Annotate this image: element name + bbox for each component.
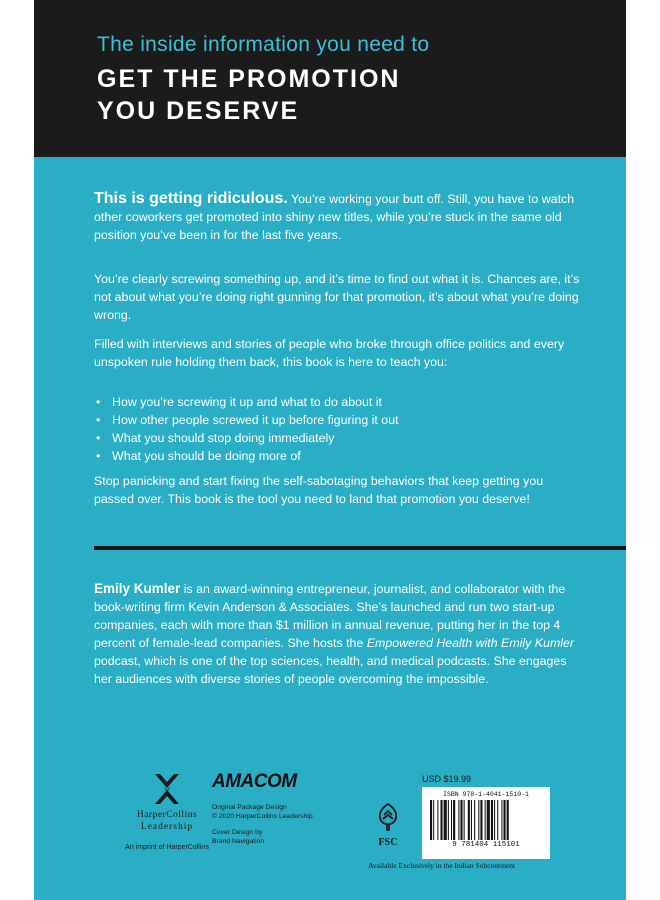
- author-name: Emily Kumler: [94, 581, 181, 596]
- barcode-bar: [448, 800, 449, 840]
- blurb-paragraph-1: [94, 190, 584, 244]
- barcode-bar: [504, 800, 506, 840]
- bio-text-a: is an award-winning entrepreneur, journalist, and collaborator with the book-writing firm Kevin Anderson & Associates. She’s launched and run two start-up companies, each with more than $1 million in annual revenue, putting her in the top 4 percent of female-lead companies. She hosts the: [94, 582, 566, 650]
- barcode-bar: [453, 800, 455, 840]
- blurb-paragraph-3: Filled with interviews and stories of people who broke through office politics and every unspoken rule holding them back, this book is here to teach you:: [94, 337, 565, 369]
- blurb-p1-text: You’re working your butt off. Still, you have to watch other coworkers get promoted into shiny new titles, while you’re stuck in the same old position you’ve been in for the last five years.: [94, 192, 575, 242]
- blurb-paragraph-4: Stop panicking and start fixing the self-sabotaging behaviors that keep getting you passed over. This book is the tool you need to land that promotion you deserve!: [94, 474, 544, 506]
- list-item: • How other people screwed it up before figuring it out: [94, 411, 584, 429]
- amacom-logo: AMACOM: [212, 771, 297, 792]
- headline-line-2: YOU DESERVE: [97, 97, 300, 125]
- hc-leadership: Leadership: [140, 822, 194, 832]
- benefit-list: [94, 393, 584, 465]
- barcode: [422, 787, 550, 859]
- barcode-bar: [494, 800, 495, 840]
- barcode-bar: [491, 800, 493, 840]
- barcode-bar: [464, 800, 465, 840]
- barcode-bar: [437, 800, 438, 840]
- barcode-bar: [433, 800, 434, 840]
- list-item: • What you should stop doing immediately: [94, 429, 584, 447]
- author-bio: [94, 580, 584, 688]
- barcode-bar: [460, 800, 462, 840]
- isbn-text: ISBN 978-1-4041-1510-1: [443, 791, 529, 798]
- imprint-line: An imprint of HarperCollins: [125, 844, 209, 851]
- design-credits: [212, 803, 313, 846]
- barcode-bar: [430, 800, 432, 840]
- harpercollins-flame-icon: [152, 772, 182, 806]
- barcode-bar: [471, 800, 472, 840]
- blurb-lead: This is getting ridiculous.: [94, 190, 288, 207]
- price: USD $19.99: [422, 774, 472, 784]
- barcode-bar: [487, 800, 490, 840]
- barcode-bar: [468, 800, 470, 840]
- barcode-bar: [507, 800, 509, 840]
- barcode-bar: [474, 800, 475, 840]
- fsc-logo: [372, 802, 404, 848]
- barcode-bar: [497, 800, 498, 840]
- headline: [97, 63, 400, 127]
- tagline: The inside information you need to: [97, 33, 430, 56]
- isbn-digits: 9 781404 115101: [452, 841, 520, 849]
- availability-note: Available Exclusively in the Indian Subcontinent: [368, 861, 516, 870]
- barcode-bar: [501, 800, 502, 840]
- blurb-paragraph-2: You’re clearly screwing something up, and it’s time to find out what it is. Chances are, it’s not about what you’re doing right gunning for that promotion, it’s about what you’re doing wrong.: [94, 272, 580, 322]
- barcode-bar: [441, 800, 443, 840]
- barcode-bar: [485, 800, 486, 840]
- credit-line: Cover Design by: [212, 829, 263, 836]
- barcode-bar: [480, 800, 482, 840]
- headline-line-1: GET THE PROMOTION: [97, 65, 401, 93]
- barcode-bars: [428, 800, 544, 840]
- podcast-title: Empowered Health with Emily Kumler: [366, 636, 575, 650]
- barcode-bar: [478, 800, 479, 840]
- divider: [94, 546, 626, 550]
- barcode-bar: [444, 800, 447, 840]
- list-item: • How you’re screwing it up and what to do about it: [94, 393, 584, 411]
- fsc-tree-icon: [373, 802, 403, 832]
- book-back-cover: [34, 0, 626, 900]
- credit-line: Brand Navigation: [212, 838, 265, 845]
- hc-name: HarperCollins: [136, 810, 198, 820]
- barcode-bar: [458, 800, 459, 840]
- list-item: • What you should be doing more of: [94, 447, 584, 465]
- header-band: [34, 0, 626, 157]
- barcode-bar: [451, 800, 452, 840]
- fsc-label: FSC: [378, 837, 398, 848]
- bio-text-b: podcast, which is one of the top sciences, health, and medical podcasts. She engages her audiences with diverse stories of people overcoming the impossible.: [94, 654, 567, 686]
- credit-line: Original Package Design: [212, 804, 287, 811]
- credit-line: © 2020 HarperCollins Leadership: [212, 813, 313, 820]
